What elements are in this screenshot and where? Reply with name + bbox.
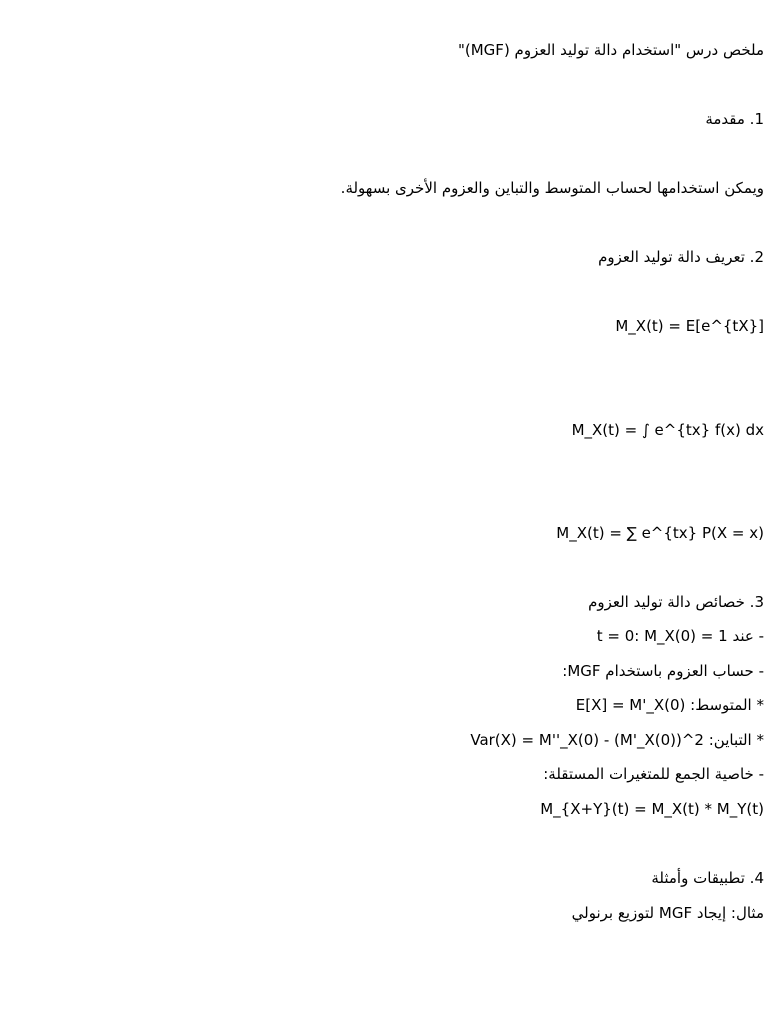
formula-sum-independent: M_{X+Y}(t) = M_X(t) * M_Y(t): [540, 800, 764, 818]
property-at-zero: - عند t = 0: M_X(0) = 1: [596, 627, 764, 645]
property-sum: - خاصية الجمع للمتغيرات المستقلة:: [543, 765, 764, 783]
section-intro-heading: 1. مقدمة: [705, 110, 764, 128]
formula-mgf-continuous: M_X(t) = ∫ e^{tx} f(x) dx: [571, 421, 764, 439]
section-properties-heading: 3. خصائص دالة توليد العزوم: [588, 593, 764, 611]
property-mean: * المتوسط: E[X] = M'_X(0): [575, 696, 764, 714]
formula-mgf-discrete: M_X(t) = ∑ e^{tx} P(X = x): [556, 524, 764, 542]
section-definition-heading: 2. تعريف دالة توليد العزوم: [598, 248, 764, 266]
example-bernoulli: مثال: إيجاد MGF لتوزيع برنولي: [571, 904, 764, 922]
document-title: ملخص درس "استخدام دالة توليد العزوم (MGF)": [457, 41, 764, 59]
property-variance: * التباين: Var(X) = M''_X(0) - (M'_X(0))^2: [470, 731, 764, 749]
formula-mgf-general: M_X(t) = E[e^{tX}]: [615, 317, 764, 335]
section-applications-heading: 4. تطبيقات وأمثلة: [651, 869, 764, 887]
section-intro-text: ويمكن استخدامها لحساب المتوسط والتباين والعزوم الأخرى بسهولة.: [340, 179, 764, 197]
property-moments: - حساب العزوم باستخدام MGF:: [562, 662, 764, 680]
